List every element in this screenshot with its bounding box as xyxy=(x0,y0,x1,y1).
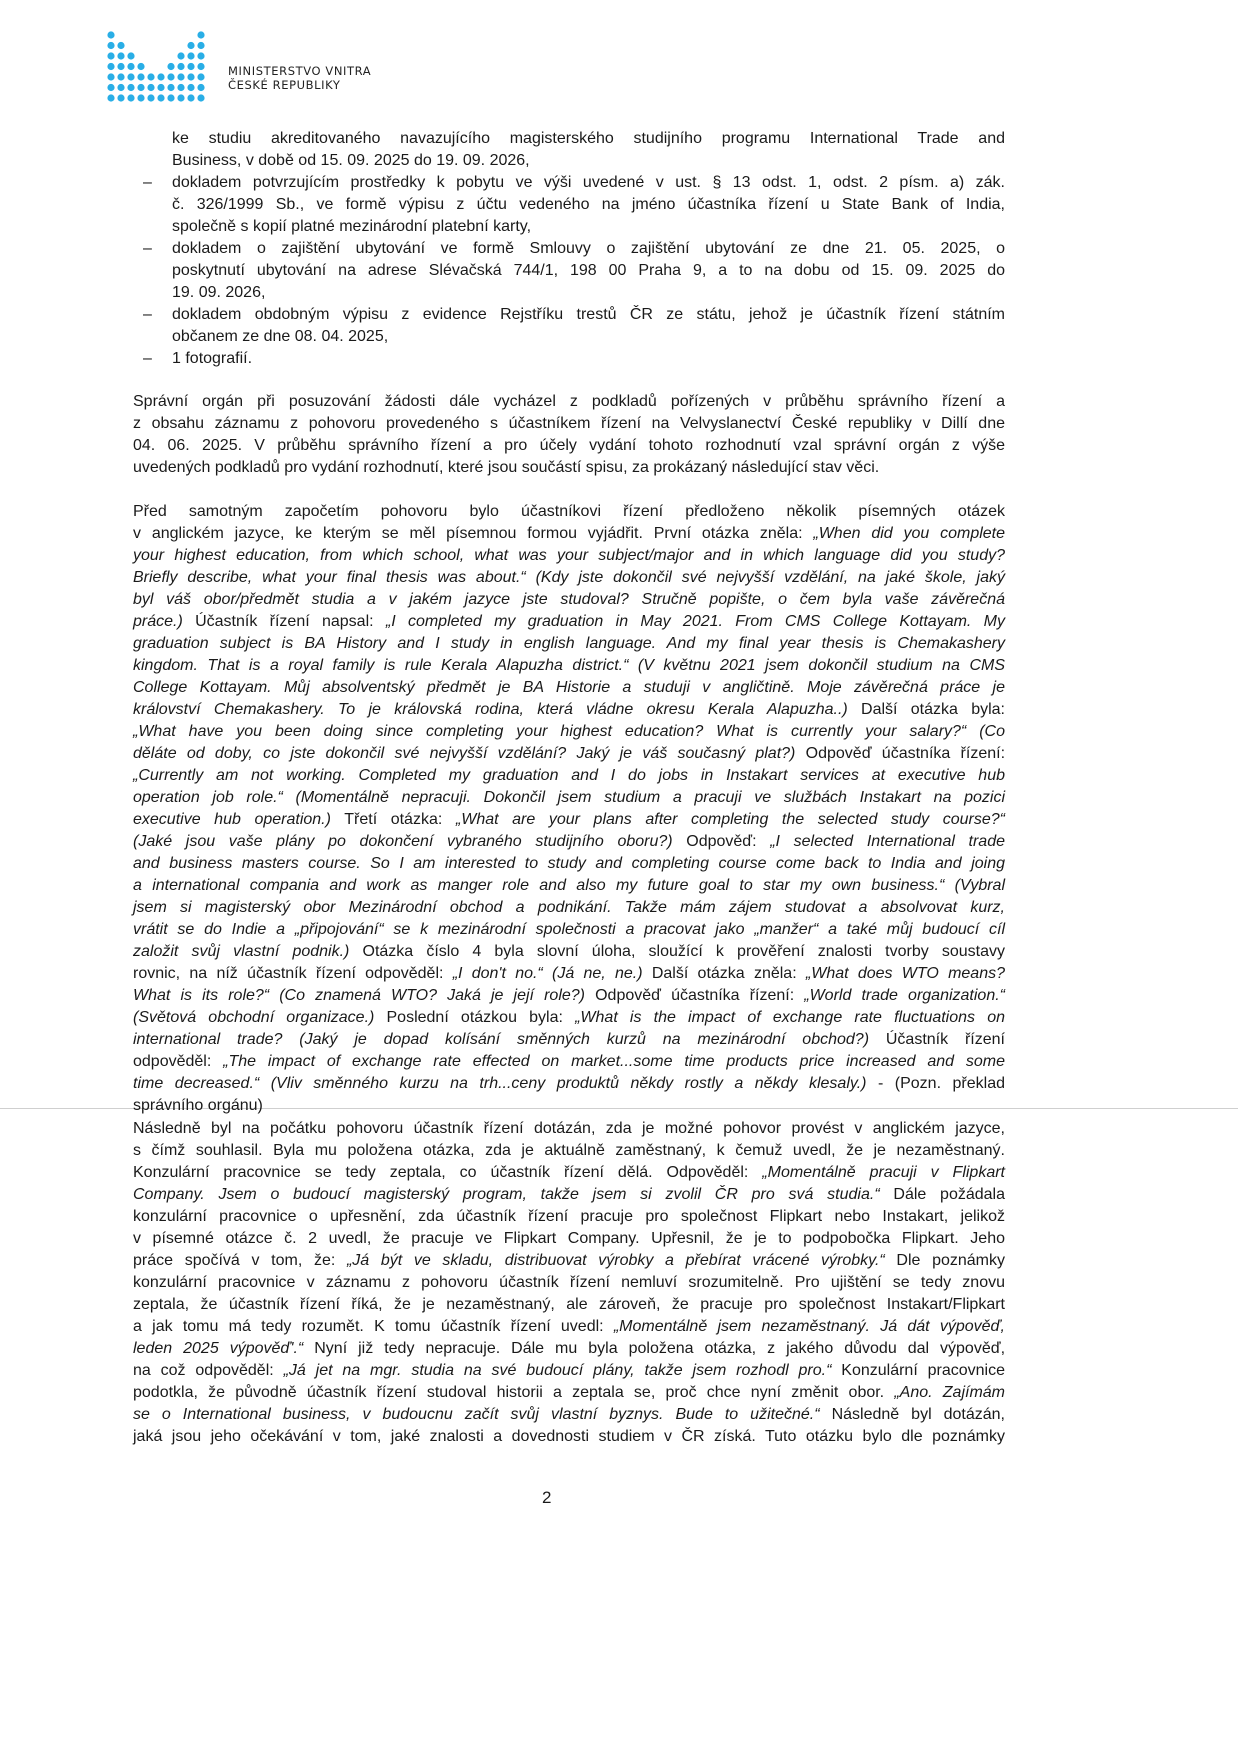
body-text: Před samotným započetím pohovoru bylo účastníkovi řízení předloženo několik písemných otázek xyxy=(133,503,1005,520)
body-text: Dále požádala xyxy=(879,1186,1006,1203)
quoted-text: What is its role?“ (Co znamená WTO? Jaká je její role?) xyxy=(133,987,585,1004)
body-text: na což odpověděl: xyxy=(133,1362,284,1379)
text-line xyxy=(133,985,1005,1007)
text-line xyxy=(133,963,1005,985)
logo-dot xyxy=(167,84,174,91)
body-text: 1 fotografií. xyxy=(172,350,253,367)
text-line xyxy=(133,589,1005,611)
logo-dot xyxy=(197,94,204,101)
quoted-text: práce.) xyxy=(133,613,183,630)
quoted-text: „I completed my graduation in May 2021. From CMS College Kottayam. My xyxy=(385,613,1005,630)
text-line xyxy=(133,1272,1005,1294)
body-text: 04. 06. 2025. V průběhu správního řízení a pro účely vydání tohoto rozhodnutí vzal správní orgán z výše xyxy=(133,437,1005,454)
body-text: Otázka číslo 4 byla slovní úloha, sloužící k prověření znalosti tvorby soustavy xyxy=(349,943,1005,960)
body-text: Odpověď: xyxy=(672,833,771,850)
logo-dot xyxy=(187,94,194,101)
logo-dot xyxy=(197,73,204,80)
text-line xyxy=(133,1316,1005,1338)
text-line xyxy=(172,260,1005,282)
body-text: Správní orgán při posuzování žádosti dále vycházel z podkladů pořízených v průběhu správního řízení a xyxy=(133,393,1005,410)
body-text: rovnic, na níž účastník řízení odpověděl: xyxy=(133,965,453,982)
quoted-text: your highest education, from which school, what was your subject/major and in which language did you study? xyxy=(133,547,1005,564)
body-text: zeptala, že účastník řízení říká, že je nezaměstnaný, ale zároveň, že pracuje pro společnost Instakart/Flipkart xyxy=(133,1296,1005,1313)
body-text: Dle poznámky xyxy=(884,1252,1005,1269)
body-text: - (Pozn. překlad xyxy=(866,1075,1005,1092)
quoted-text: time decreased.“ (Vliv směnného kurzu na trh...ceny produktů někdy rostly a někdy klesaly.) xyxy=(133,1075,867,1092)
list-item xyxy=(133,128,1005,172)
quoted-text: „Já být ve skladu, distribuovat výrobky a přebírat vrácené výrobky.“ xyxy=(346,1252,885,1269)
list-item xyxy=(133,348,1005,370)
ministry-name xyxy=(228,64,371,92)
quoted-text: království Chemakashery. To je královská rodina, která vládne okresu Kerala Alapuzha..) xyxy=(133,701,848,718)
logo-dot xyxy=(187,84,194,91)
text-line xyxy=(172,216,1005,238)
quoted-text: vrátit se do Indie a „připojování“ se k mezinárodní společnosti a pracovat jako „manžer“ a také můj budoucí cíl xyxy=(133,921,1005,938)
body-text: Další otázka byla: xyxy=(847,701,1006,718)
quoted-text: „I don't no.“ (Já ne, ne.) xyxy=(452,965,643,982)
quoted-text: „Currently am not working. Completed my graduation and I do jobs in Instakart services at executive hub xyxy=(133,767,1005,784)
text-line xyxy=(133,765,1005,787)
body-text: konzulární pracovnice v záznamu z pohovoru účastník řízení nemluví srozumitelně. Pro ujištění se tedy znovu xyxy=(133,1274,1005,1291)
body-text: ke studiu akreditovaného navazujícího magisterského studijního programu International Trade and xyxy=(172,130,1005,147)
page-number: 2 xyxy=(542,1488,552,1507)
text-line xyxy=(133,699,1005,721)
quoted-text: „Momentálně jsem nezaměstnaný. Já dát výpověď, xyxy=(613,1318,1005,1335)
body-text: Třetí otázka: xyxy=(330,811,456,828)
logo-dot xyxy=(197,52,204,59)
text-line xyxy=(133,1184,1005,1206)
text-line xyxy=(133,1206,1005,1228)
logo-dot xyxy=(197,42,204,49)
logo-dot xyxy=(187,63,194,70)
logo-dot xyxy=(117,63,124,70)
logo-dot xyxy=(197,31,204,38)
quoted-text: College Kottayam. Můj absolventský předmět je BA Historie a studuji v angličtině. Moje závěrečná práce je xyxy=(133,679,1005,696)
logo-dot xyxy=(137,63,144,70)
text-line xyxy=(133,413,1005,435)
quoted-text: byl váš obor/předmět studia a v jakém jazyce jste studoval? Stručně popište, o čem byla vaše závěrečná xyxy=(133,591,1005,608)
quoted-text: založit svůj vlastní podnik.) xyxy=(133,943,350,960)
text-line xyxy=(133,1382,1005,1404)
quoted-text: a international compania and work as manger role and also my future goal to star my own business.“ (Vybral xyxy=(133,877,1005,894)
logo-dot xyxy=(117,94,124,101)
body-text: v anglickém jazyce, ke kterým se měl písemnou formou vyjádřit. První otázka zněla: xyxy=(133,525,814,542)
text-line xyxy=(133,655,1005,677)
logo-dot xyxy=(177,84,184,91)
ministry-name-line2: ČESKÉ REPUBLIKY xyxy=(228,78,341,92)
text-line xyxy=(172,326,1005,348)
quoted-text: „When did you complete xyxy=(813,525,1006,542)
logo-dot xyxy=(107,63,114,70)
logo-dot xyxy=(107,73,114,80)
quoted-text: se o International business, v budoucnu začít svůj vlastní byznys. Bude to užitečné.“ xyxy=(133,1406,820,1423)
logo-dot xyxy=(167,94,174,101)
text-line xyxy=(133,1360,1005,1382)
text-line xyxy=(133,941,1005,963)
logo-dot xyxy=(187,42,194,49)
quoted-text: kingdom. That is a royal family is rule Kerala Alapuzha district.“ (V květnu 2021 jsem dokončil studium na CMS xyxy=(133,657,1005,674)
logo-dot xyxy=(177,73,184,80)
text-line xyxy=(133,545,1005,567)
quoted-text: „Ano. Zajímám xyxy=(894,1384,1005,1401)
text-line xyxy=(133,1051,1005,1073)
text-line xyxy=(133,875,1005,897)
quoted-text: Company. Jsem o budoucí magisterský program, takže jsem si zvolil ČR pro svá studia.“ xyxy=(133,1186,880,1203)
text-line xyxy=(133,1073,1005,1095)
list-item xyxy=(133,238,1005,304)
text-line xyxy=(133,567,1005,589)
quoted-text: „What have you been doing since completing your highest education? What is currently your salary?“ (Co xyxy=(133,723,1005,740)
body-text: uvedených podkladů pro vydání rozhodnutí, které jsou součástí spisu, za prokázaný následující stav věci. xyxy=(133,459,880,476)
body-text: jaká jsou jeho očekávání v tom, jaké znalosti a dovednosti studiem v ČR získá. Tuto otázku bylo dle poznámky xyxy=(133,1428,1005,1445)
text-line xyxy=(133,1118,1005,1140)
attachments-list xyxy=(133,128,1005,370)
quoted-text: jsem si magisterský obor Mezinárodní obchod a podnikání. Takže mám zájem studovat a absolvovat kurz, xyxy=(133,899,1005,916)
text-line xyxy=(133,831,1005,853)
body-text: poskytnutí ubytování na adrese Slévačská 744/1, 198 00 Praha 9, a to na dobu od 15. 09. 2025 do xyxy=(172,262,1005,279)
list-dash: – xyxy=(143,174,152,191)
quoted-text: Briefly describe, what your final thesis was about.“ (Kdy jste dokončil své nejvyšší vzdělání, na jaké škole, jaký xyxy=(133,569,1005,586)
logo-dot xyxy=(127,73,134,80)
logo-dot xyxy=(137,94,144,101)
text-line xyxy=(133,677,1005,699)
list-dash: – xyxy=(143,350,152,367)
logo-dot xyxy=(177,52,184,59)
body-text: Business, v době od 15. 09. 2025 do 19. 09. 2026, xyxy=(172,152,530,169)
body-text: Účastník řízení xyxy=(869,1031,1005,1048)
logo-dot xyxy=(197,84,204,91)
paragraph xyxy=(133,1118,1005,1448)
logo-dot xyxy=(147,94,154,101)
logo-dot xyxy=(107,84,114,91)
text-line xyxy=(172,150,1005,172)
paragraph xyxy=(133,501,1005,1117)
quoted-text: „The impact of exchange rate effected on market...some time products price increased and some xyxy=(223,1053,1006,1070)
quoted-text: leden 2025 výpověď'.“ xyxy=(133,1340,304,1357)
text-line xyxy=(133,611,1005,633)
quoted-text: „Já jet na mgr. studia na své budoucí plány, takže jsem rozhodl pro.“ xyxy=(283,1362,832,1379)
text-line xyxy=(133,1095,1005,1117)
text-line xyxy=(133,1007,1005,1029)
logo-dot xyxy=(167,63,174,70)
list-item xyxy=(133,304,1005,348)
text-line xyxy=(133,1338,1005,1360)
quoted-text: executive hub operation.) xyxy=(133,811,331,828)
text-line xyxy=(133,501,1005,523)
body-text: správního orgánu) xyxy=(133,1097,263,1114)
text-line xyxy=(133,1140,1005,1162)
logo-dot xyxy=(177,63,184,70)
body-text: Odpověď účastníka řízení: xyxy=(585,987,805,1004)
text-line xyxy=(172,238,1005,260)
quoted-text: international trade? (Jaký je dopad kolísání směnných kurzů na mezinárodní obchod?) xyxy=(133,1031,870,1048)
text-line xyxy=(133,853,1005,875)
quoted-text: operation job role.“ (Momentálně nepracuji. Dokončil jsem studium a pracuji ve službách Instakart na pozici xyxy=(133,789,1005,806)
text-line xyxy=(172,128,1005,150)
text-line xyxy=(172,348,1005,370)
logo-dot xyxy=(127,94,134,101)
quoted-text: „Momentálně pracuji v Flipkart xyxy=(762,1164,1006,1181)
quoted-text: „What are your plans after completing the selected study course?“ xyxy=(455,811,1006,828)
text-line xyxy=(172,304,1005,326)
quoted-text: „What does WTO means? xyxy=(805,965,1005,982)
text-line xyxy=(133,919,1005,941)
logo-dot xyxy=(187,52,194,59)
text-line xyxy=(133,633,1005,655)
body-text: v písemné otázce č. 2 uvedl, že pracuje ve Flipkart Company. Upřesnil, že je to podpobočka Flipkart. Jeho xyxy=(133,1230,1005,1247)
body-text: konzulární pracovnice o upřesnění, zda účastník řízení pracuje pro společnost Flipkart nebo Instakart, jelikož xyxy=(133,1208,1005,1225)
text-line xyxy=(133,435,1005,457)
body-text: podotkla, že původně účastník řízení studoval historii a zeptala se, proč chce nyní změnit obor. xyxy=(133,1384,895,1401)
body-text: a jak tomu má tedy rozumět. K tomu účastník řízení uvedl: xyxy=(133,1318,614,1335)
text-line xyxy=(133,1404,1005,1426)
body-text: Nyní již tedy nepracuje. Dále mu byla položena otázka, z jakého důvodu dal výpověď, xyxy=(303,1340,1006,1357)
body-text: práce spočívá v tom, že: xyxy=(133,1252,347,1269)
logo-dot xyxy=(107,31,114,38)
quoted-text: „World trade organization.“ xyxy=(804,987,1005,1004)
ministry-logo-icon xyxy=(106,30,206,106)
quoted-text: and business masters course. So I am interested to study and completing course come back to India and joing xyxy=(133,855,1005,872)
text-line xyxy=(133,1294,1005,1316)
body-text: Účastník řízení napsal: xyxy=(182,613,386,630)
logo-dot xyxy=(137,73,144,80)
logo-dot xyxy=(167,73,174,80)
text-line xyxy=(133,787,1005,809)
body-text: dokladem obdobným výpisu z evidence Rejstříku trestů ČR ze státu, jehož je účastník řízení státním xyxy=(172,306,1005,323)
ministry-name-line1: MINISTERSTVO VNITRA xyxy=(228,64,372,78)
body-text: odpověděl: xyxy=(133,1053,224,1070)
body-text: občanem ze dne 08. 04. 2025, xyxy=(172,328,389,345)
text-line xyxy=(133,897,1005,919)
text-line xyxy=(133,523,1005,545)
body-text: dokladem potvrzujícím prostředky k pobytu ve výši uvedené v ust. § 13 odst. 1, odst. 2 písm. a) zák. xyxy=(172,174,1005,191)
logo-dot xyxy=(177,94,184,101)
logo-dot xyxy=(157,84,164,91)
body-text: Konzulární pracovnice se tedy zeptala, co účastník řízení dělá. Odpověděl: xyxy=(133,1164,763,1181)
logo-dot xyxy=(117,73,124,80)
text-line xyxy=(133,1029,1005,1051)
body-text: 19. 09. 2026, xyxy=(172,284,266,301)
logo-dot xyxy=(127,84,134,91)
text-line xyxy=(133,457,1005,479)
text-line xyxy=(172,172,1005,194)
logo-dot xyxy=(107,52,114,59)
body-text: Konzulární pracovnice xyxy=(831,1362,1006,1379)
text-line xyxy=(133,1162,1005,1184)
logo-dot xyxy=(117,84,124,91)
text-line xyxy=(133,1250,1005,1272)
text-line xyxy=(133,1228,1005,1250)
logo-dot xyxy=(147,84,154,91)
paragraph xyxy=(133,391,1005,479)
logo-dot xyxy=(157,94,164,101)
logo-dot xyxy=(197,63,204,70)
body-text: Odpověď účastníka řízení: xyxy=(795,745,1006,762)
logo-dot xyxy=(157,73,164,80)
text-line xyxy=(133,809,1005,831)
quoted-text: (Světová obchodní organizace.) xyxy=(133,1009,375,1026)
body-text: č. 326/1999 Sb., ve formě výpisu z účtu vedeného na jméno účastníka řízení u State Bank of India, xyxy=(172,196,1005,213)
body-text: Následně byl dotázán, xyxy=(819,1406,1006,1423)
body-text: dokladem o zajištění ubytování ve formě Smlouvy o zajištění ubytování ze dne 21. 05. 2025, o xyxy=(172,240,1005,257)
logo-dot xyxy=(187,73,194,80)
logo-dot xyxy=(137,84,144,91)
quoted-text: „What is the impact of exchange rate fluctuations on xyxy=(575,1009,1005,1026)
quoted-text: děláte od doby, co jste dokončil své nejvyšší vzdělání? Jaký je váš současný plat?) xyxy=(133,745,796,762)
list-dash: – xyxy=(143,306,152,323)
text-line xyxy=(133,1426,1005,1448)
logo-dot xyxy=(107,42,114,49)
logo-dot xyxy=(117,52,124,59)
logo-dot xyxy=(127,52,134,59)
quoted-text: graduation subject is BA History and I study in english language. And my final year thesis is Chemakashery xyxy=(133,635,1005,652)
text-line xyxy=(172,194,1005,216)
logo-dot xyxy=(107,94,114,101)
quoted-text: (Jaké jsou vaše plány po dokončení vybraného studijního oboru?) xyxy=(133,833,673,850)
body-text: Poslední otázkou byla: xyxy=(374,1009,576,1026)
text-line xyxy=(133,391,1005,413)
body-text: společně s kopií platné mezinárodní platební karty, xyxy=(172,218,532,235)
body-text: z obsahu záznamu z pohovoru provedeného s účastníkem řízení na Velvyslanectví České republiky v Dillí dne xyxy=(133,415,1005,432)
text-line xyxy=(133,721,1005,743)
logo-dot xyxy=(117,42,124,49)
logo-dot xyxy=(127,63,134,70)
list-dash: – xyxy=(143,240,152,257)
body-text: Následně byl na počátku pohovoru účastník řízení dotázán, zda je možné pohovor provést v anglickém jazyce, xyxy=(133,1120,1005,1137)
text-line xyxy=(172,282,1005,304)
body-text: Další otázka zněla: xyxy=(642,965,806,982)
list-item xyxy=(133,172,1005,238)
text-line xyxy=(133,743,1005,765)
logo-dot xyxy=(147,73,154,80)
body-text: s čímž souhlasil. Byla mu položena otázka, zda je aktuálně zaměstnaný, k čemuž uvedl, že je nezaměstnaný. xyxy=(133,1142,1005,1159)
quoted-text: „I selected International trade xyxy=(770,833,1006,850)
